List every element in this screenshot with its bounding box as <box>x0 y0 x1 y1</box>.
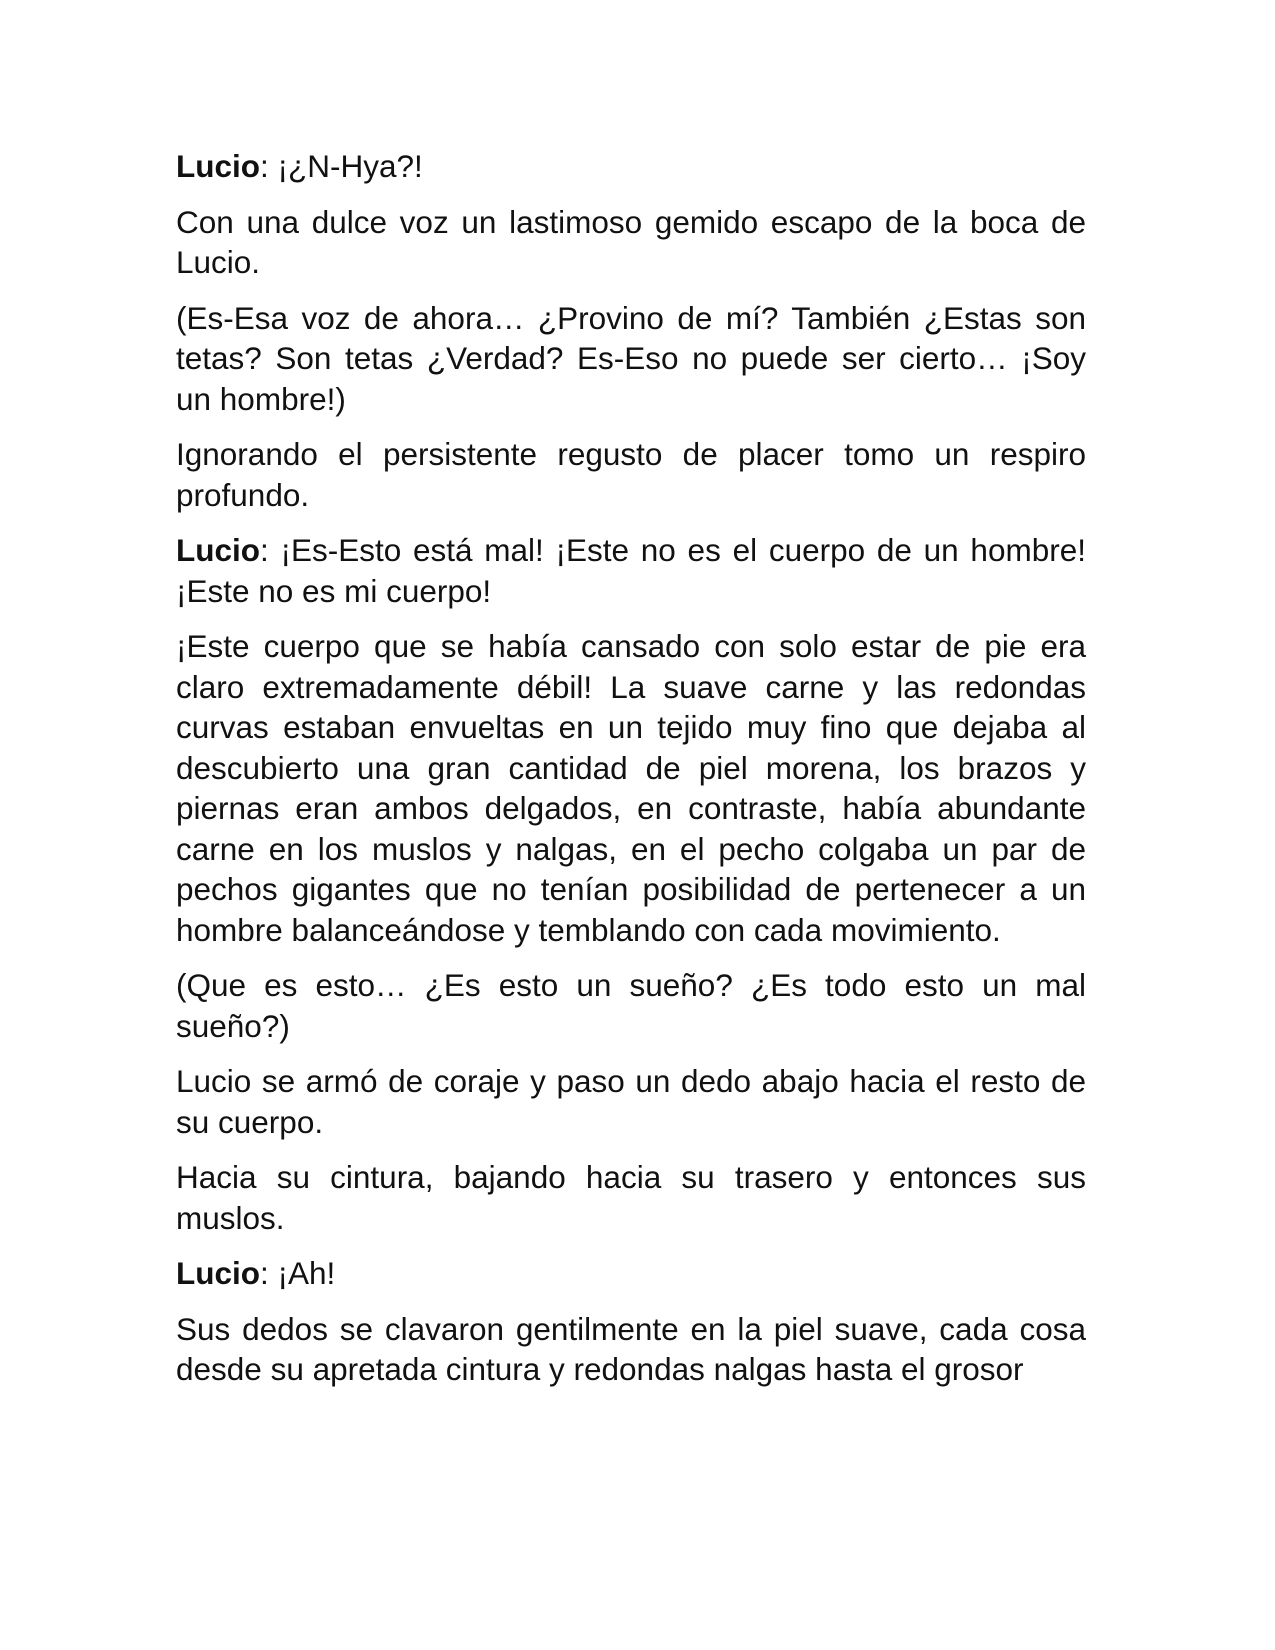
narration-paragraph: Con una dulce voz un lastimoso gemido escapo de la boca de Lucio. <box>176 203 1086 280</box>
speaker-name: Lucio <box>176 148 260 184</box>
narration-paragraph: Ignorando el persistente regusto de placer tomo un respiro profundo. <box>176 436 1086 513</box>
page-text <box>176 146 1086 1405</box>
narration-paragraph: Hacia su cintura, bajando hacia su trasero y entonces sus muslos. <box>176 1159 1086 1236</box>
dialogue-text: : ¡Es-Esto está mal! ¡Este no es el cuerpo de un hombre! ¡Este no es mi cuerpo! <box>176 532 1086 609</box>
dialogue-line <box>176 1253 1086 1294</box>
thought-paragraph: (Que es esto… ¿Es esto un sueño? ¿Es todo esto un mal sueño?) <box>176 967 1086 1044</box>
dialogue-line <box>176 146 1086 187</box>
dialogue-text: : ¡¿N-Hya?! <box>260 148 423 184</box>
dialogue-text: : ¡Ah! <box>260 1255 336 1291</box>
dialogue-line <box>176 530 1086 611</box>
narration-paragraph: ¡Este cuerpo que se había cansado con solo estar de pie era claro extremadamente débil! La suave carne y las redondas curvas estaban envueltas en un tejido muy fino que dejaba al descubierto una gran cantidad de piel morena, los brazos y piernas eran ambos delgados, en contraste, había abundante carne en los muslos y nalgas, en el pecho colgaba un par de pechos gigantes que no tenían posibilidad de pertenecer a un hombre balanceándose y temblando con cada movimiento. <box>176 628 1086 948</box>
speaker-name: Lucio <box>176 1255 260 1291</box>
narration-paragraph: Sus dedos se clavaron gentilmente en la piel suave, cada cosa desde su apretada cintura y redondas nalgas hasta el grosor <box>176 1310 1086 1387</box>
narration-paragraph: Lucio se armó de coraje y paso un dedo abajo hacia el resto de su cuerpo. <box>176 1063 1086 1140</box>
speaker-name: Lucio <box>176 532 260 568</box>
thought-paragraph: (Es-Esa voz de ahora… ¿Provino de mí? También ¿Estas son tetas? Son tetas ¿Verdad? Es-Eso no puede ser cierto… ¡Soy un hombre!) <box>176 299 1086 417</box>
